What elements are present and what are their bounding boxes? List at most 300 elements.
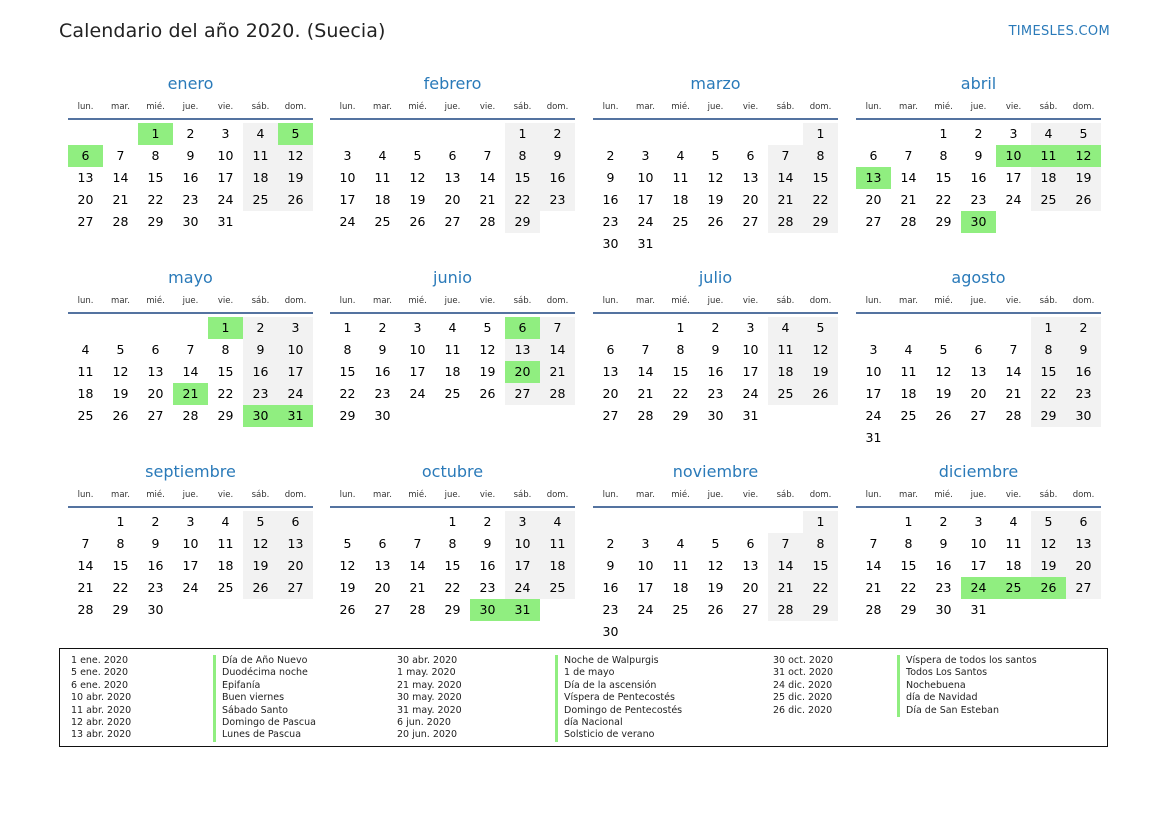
- weekday-label: jue.: [970, 490, 987, 500]
- day-cell: 30: [602, 624, 619, 639]
- day-cell: 23: [182, 192, 199, 207]
- day-cell: 27: [147, 408, 164, 423]
- month-abril: [856, 73, 1101, 233]
- day-cell: 15: [803, 167, 838, 189]
- day-blank: [733, 511, 768, 533]
- day-cell: 31: [970, 602, 987, 617]
- weekday-label: lun.: [602, 102, 619, 112]
- day-cell: 14: [112, 170, 129, 185]
- day-cell: 25: [217, 580, 234, 595]
- weekday-label: vie.: [742, 102, 759, 112]
- day-cell: 5: [939, 342, 948, 357]
- day-cell: 19: [479, 364, 496, 379]
- holiday-date: 13 abr. 2020: [71, 729, 132, 741]
- weekday-header: [593, 294, 838, 314]
- day-cell: 15: [339, 364, 356, 379]
- day-blank: [435, 123, 470, 145]
- day-cell: 24: [742, 386, 759, 401]
- weekday-label: lun.: [602, 296, 619, 306]
- day-cell: 15: [672, 364, 689, 379]
- day-cell: 15: [444, 558, 461, 573]
- holiday-date: 30 oct. 2020: [773, 655, 834, 666]
- holiday-date: 6 jun. 2020: [397, 717, 451, 728]
- day-cell: 12: [339, 558, 356, 573]
- holiday-date: 5 ene. 2020: [71, 667, 128, 679]
- day-cell: 23: [479, 580, 496, 595]
- day-cell: 27: [278, 577, 313, 599]
- day-cell: 20: [742, 580, 759, 595]
- day-cell: 17: [637, 192, 654, 207]
- day-cell: 9: [711, 342, 720, 357]
- day-cell: 10: [182, 536, 199, 551]
- day-cell: 16: [374, 364, 391, 379]
- weekday-label: mar.: [373, 296, 392, 306]
- month-julio: [593, 267, 838, 427]
- day-cell: 26: [707, 602, 724, 617]
- day-cell: 20: [742, 192, 759, 207]
- day-cell: 2: [483, 514, 492, 529]
- day-cell: 22: [935, 192, 952, 207]
- day-cell: 3: [278, 317, 313, 339]
- day-cell: 21: [479, 192, 496, 207]
- day-cell: 27: [374, 602, 391, 617]
- weekday-label: sáb.: [1039, 102, 1058, 112]
- day-cell: 2: [151, 514, 160, 529]
- day-cell: 19: [409, 192, 426, 207]
- day-cell: 8: [803, 145, 838, 167]
- day-cell: 16: [540, 167, 575, 189]
- day-cell: 12: [707, 558, 724, 573]
- day-cell: 20: [374, 580, 391, 595]
- day-cell: 11: [1005, 536, 1022, 551]
- weekday-label: mié.: [408, 296, 427, 306]
- day-blank: [856, 511, 891, 533]
- day-cell: 11: [374, 170, 391, 185]
- day-cell: 22: [217, 386, 234, 401]
- day-cell: 4: [904, 342, 913, 357]
- day-cell: 7: [116, 148, 125, 163]
- weekday-label: mar.: [899, 102, 918, 112]
- weekday-label: mar.: [373, 102, 392, 112]
- day-cell: 8: [151, 148, 160, 163]
- day-cell: 27: [505, 383, 540, 405]
- day-cell: 2: [606, 148, 615, 163]
- weekday-label: jue.: [970, 102, 987, 112]
- weekday-label: dom.: [809, 490, 832, 500]
- day-blank: [628, 123, 663, 145]
- day-cell: 14: [768, 167, 803, 189]
- day-cell: 7: [1009, 342, 1018, 357]
- day-cell: 28: [409, 602, 426, 617]
- day-cell: 29: [1031, 405, 1066, 427]
- day-cell: 14: [479, 170, 496, 185]
- day-cell: 5: [1066, 123, 1101, 145]
- weekday-label: dom.: [809, 296, 832, 306]
- day-blank: [470, 123, 505, 145]
- day-blank: [733, 123, 768, 145]
- day-cell: 19: [1066, 167, 1101, 189]
- weekday-label: vie.: [217, 490, 234, 500]
- day-cell: 28: [768, 211, 803, 233]
- day-cell: 17: [217, 170, 234, 185]
- weekday-header: [593, 100, 838, 120]
- day-blank: [628, 511, 663, 533]
- holiday-date: 12 abr. 2020: [71, 717, 132, 728]
- day-cell-holiday: 30: [470, 599, 505, 621]
- day-cell: 3: [505, 511, 540, 533]
- day-cell: 28: [1005, 408, 1022, 423]
- day-cell: 31: [742, 408, 759, 423]
- day-cell: 12: [243, 533, 278, 555]
- day-cell: 31: [217, 214, 234, 229]
- day-cell: 4: [676, 148, 685, 163]
- day-cell: 14: [409, 558, 426, 573]
- day-cell: 4: [1031, 123, 1066, 145]
- day-cell: 5: [243, 511, 278, 533]
- month-octubre: [330, 461, 575, 621]
- weekday-label: mar.: [899, 296, 918, 306]
- weekday-label: lun.: [77, 296, 94, 306]
- day-cell: 20: [77, 192, 94, 207]
- day-cell: 12: [278, 145, 313, 167]
- day-cell: 18: [768, 361, 803, 383]
- day-cell: 9: [974, 148, 983, 163]
- month-septiembre: [68, 461, 313, 621]
- day-cell-holiday: 31: [505, 599, 540, 621]
- day-cell: 11: [900, 364, 917, 379]
- day-cell: 20: [970, 386, 987, 401]
- day-cell: 2: [606, 536, 615, 551]
- day-cell: 17: [182, 558, 199, 573]
- day-cell: 1: [448, 514, 457, 529]
- day-cell: 21: [1005, 386, 1022, 401]
- day-cell: 28: [540, 383, 575, 405]
- holiday-name: Víspera de todos los santos: [897, 655, 1037, 667]
- day-cell: 28: [768, 599, 803, 621]
- day-cell: 27: [865, 214, 882, 229]
- day-cell: 15: [217, 364, 234, 379]
- day-cell: 21: [112, 192, 129, 207]
- weekday-label: mar.: [899, 490, 918, 500]
- weekday-label: sáb.: [776, 102, 795, 112]
- day-blank: [996, 317, 1031, 339]
- holiday-date: 6 ene. 2020: [71, 679, 128, 691]
- day-cell: 7: [413, 536, 422, 551]
- weekday-label: mar.: [373, 490, 392, 500]
- day-cell: 19: [707, 192, 724, 207]
- day-cell: 1: [1031, 317, 1066, 339]
- day-cell: 5: [413, 148, 422, 163]
- day-blank: [68, 317, 103, 339]
- holiday-list: [59, 648, 1108, 747]
- weekday-label: mar.: [111, 102, 130, 112]
- day-blank: [365, 511, 400, 533]
- day-cell: 25: [243, 189, 278, 211]
- holiday-name: 1 de mayo: [555, 667, 614, 679]
- day-grid: [593, 511, 838, 643]
- holiday-date: 21 may. 2020: [397, 679, 462, 691]
- day-cell: 8: [1031, 339, 1066, 361]
- day-cell: 4: [221, 514, 230, 529]
- month-name: septiembre: [145, 462, 236, 481]
- day-cell: 7: [869, 536, 878, 551]
- weekday-label: vie.: [479, 296, 496, 306]
- day-cell: 5: [1031, 511, 1066, 533]
- weekday-label: dom.: [1072, 102, 1095, 112]
- day-cell: 12: [803, 339, 838, 361]
- day-cell: 10: [637, 558, 654, 573]
- weekday-label: mar.: [636, 296, 655, 306]
- day-cell: 24: [278, 383, 313, 405]
- day-cell: 9: [606, 558, 615, 573]
- day-cell: 9: [939, 536, 948, 551]
- day-cell: 25: [444, 386, 461, 401]
- holiday-date: 30 abr. 2020: [397, 655, 458, 666]
- weekday-label: sáb.: [776, 490, 795, 500]
- day-cell: 30: [1066, 405, 1101, 427]
- day-cell: 5: [483, 320, 492, 335]
- day-cell: 29: [672, 408, 689, 423]
- day-cell: 16: [243, 361, 278, 383]
- weekday-header: [330, 488, 575, 508]
- day-cell: 3: [641, 536, 650, 551]
- day-blank: [330, 123, 365, 145]
- day-cell: 6: [869, 148, 878, 163]
- holiday-name: día Nacional: [555, 717, 623, 729]
- weekday-label: mié.: [671, 296, 690, 306]
- day-cell: 10: [637, 170, 654, 185]
- day-cell-holiday: 1: [138, 123, 173, 145]
- day-cell: 3: [186, 514, 195, 529]
- day-cell: 13: [505, 339, 540, 361]
- day-cell: 24: [1005, 192, 1022, 207]
- day-cell: 22: [112, 580, 129, 595]
- day-cell: 29: [112, 602, 129, 617]
- day-cell: 15: [900, 558, 917, 573]
- month-name: mayo: [168, 268, 213, 287]
- brand-link[interactable]: TIMESLES.COM: [1008, 24, 1110, 39]
- day-cell: 17: [1005, 170, 1022, 185]
- day-cell: 5: [343, 536, 352, 551]
- month-mayo: [68, 267, 313, 427]
- day-cell: 17: [742, 364, 759, 379]
- weekday-label: jue.: [444, 490, 461, 500]
- day-cell: 3: [869, 342, 878, 357]
- day-cell: 18: [672, 580, 689, 595]
- day-cell: 23: [540, 189, 575, 211]
- weekday-label: sáb.: [1039, 490, 1058, 500]
- day-cell: 27: [742, 214, 759, 229]
- weekday-label: mié.: [146, 296, 165, 306]
- day-cell: 9: [1066, 339, 1101, 361]
- day-cell: 7: [540, 317, 575, 339]
- day-cell: 29: [900, 602, 917, 617]
- weekday-label: jue.: [707, 490, 724, 500]
- day-cell: 31: [637, 236, 654, 251]
- day-cell-holiday: 20: [505, 361, 540, 383]
- day-cell: 11: [243, 145, 278, 167]
- day-cell: 29: [935, 214, 952, 229]
- weekday-label: jue.: [182, 296, 199, 306]
- weekday-label: mié.: [146, 102, 165, 112]
- day-blank: [103, 123, 138, 145]
- day-cell: 18: [672, 192, 689, 207]
- day-cell: 3: [343, 148, 352, 163]
- day-cell: 28: [479, 214, 496, 229]
- day-cell: 7: [641, 342, 650, 357]
- day-blank: [68, 511, 103, 533]
- day-cell: 6: [378, 536, 387, 551]
- day-cell: 3: [1009, 126, 1018, 141]
- day-cell: 26: [935, 408, 952, 423]
- holiday-name: Víspera de Pentecostés: [555, 692, 675, 704]
- weekday-label: jue.: [707, 296, 724, 306]
- day-cell: 23: [243, 383, 278, 405]
- day-cell: 26: [243, 577, 278, 599]
- day-blank: [103, 317, 138, 339]
- holiday-name: Nochebuena: [897, 680, 966, 692]
- day-cell: 17: [637, 580, 654, 595]
- weekday-label: vie.: [1005, 102, 1022, 112]
- weekday-header: [856, 100, 1101, 120]
- day-cell: 12: [409, 170, 426, 185]
- day-grid: [330, 123, 575, 233]
- holiday-name: Día de San Esteban: [897, 705, 999, 717]
- day-cell: 16: [182, 170, 199, 185]
- weekday-label: dom.: [284, 102, 307, 112]
- holiday-name: Duodécima noche: [213, 667, 308, 679]
- day-cell: 23: [602, 214, 619, 229]
- day-cell: 9: [378, 342, 387, 357]
- weekday-label: mié.: [934, 296, 953, 306]
- day-grid: [68, 511, 313, 621]
- day-cell: 2: [974, 126, 983, 141]
- day-cell: 13: [374, 558, 391, 573]
- month-agosto: [856, 267, 1101, 449]
- day-cell: 7: [81, 536, 90, 551]
- month-name: julio: [698, 268, 733, 287]
- day-cell: 16: [707, 364, 724, 379]
- page-title: Calendario del año 2020. (Suecia): [59, 20, 386, 42]
- day-cell: 7: [483, 148, 492, 163]
- day-cell: 15: [112, 558, 129, 573]
- day-cell: 23: [970, 192, 987, 207]
- weekday-label: lun.: [865, 490, 882, 500]
- day-cell: 12: [479, 342, 496, 357]
- day-cell: 25: [540, 577, 575, 599]
- day-cell: 27: [1066, 577, 1101, 599]
- weekday-label: jue.: [970, 296, 987, 306]
- day-cell: 24: [339, 214, 356, 229]
- weekday-label: vie.: [1005, 490, 1022, 500]
- day-cell: 22: [672, 386, 689, 401]
- day-cell: 22: [900, 580, 917, 595]
- day-cell: 9: [243, 339, 278, 361]
- day-cell-holiday: 21: [173, 383, 208, 405]
- month-febrero: [330, 73, 575, 233]
- weekday-label: dom.: [546, 490, 569, 500]
- day-grid: [68, 123, 313, 233]
- day-cell: 2: [378, 320, 387, 335]
- weekday-header: [68, 294, 313, 314]
- day-cell: 8: [343, 342, 352, 357]
- day-cell: 6: [278, 511, 313, 533]
- weekday-label: mié.: [408, 490, 427, 500]
- day-blank: [698, 511, 733, 533]
- day-cell: 22: [444, 580, 461, 595]
- day-cell: 1: [676, 320, 685, 335]
- day-cell: 11: [540, 533, 575, 555]
- day-cell-holiday: 5: [278, 123, 313, 145]
- day-blank: [400, 511, 435, 533]
- day-blank: [856, 123, 891, 145]
- holiday-name: Solsticio de verano: [555, 729, 654, 741]
- day-cell: 9: [483, 536, 492, 551]
- day-cell: 15: [803, 555, 838, 577]
- holiday-date: 25 dic. 2020: [773, 692, 833, 704]
- month-name: octubre: [421, 462, 484, 481]
- day-cell: 25: [672, 602, 689, 617]
- day-cell-holiday: 12: [1066, 145, 1101, 167]
- day-cell: 29: [803, 599, 838, 621]
- day-cell: 1: [505, 123, 540, 145]
- day-cell-holiday: 26: [1031, 577, 1066, 599]
- holiday-date: 10 abr. 2020: [71, 692, 132, 704]
- day-cell: 29: [339, 408, 356, 423]
- weekday-label: vie.: [217, 296, 234, 306]
- day-cell: 3: [746, 320, 755, 335]
- day-cell: 5: [116, 342, 125, 357]
- weekday-header: [68, 488, 313, 508]
- weekday-label: vie.: [742, 296, 759, 306]
- day-cell: 21: [637, 386, 654, 401]
- day-cell: 25: [1031, 189, 1066, 211]
- day-cell: 24: [182, 580, 199, 595]
- day-cell: 2: [540, 123, 575, 145]
- day-cell: 17: [865, 386, 882, 401]
- weekday-label: mar.: [636, 102, 655, 112]
- day-blank: [593, 317, 628, 339]
- day-blank: [663, 123, 698, 145]
- day-cell: 2: [186, 126, 195, 141]
- day-cell: 11: [768, 339, 803, 361]
- day-cell-holiday: 1: [208, 317, 243, 339]
- day-cell-holiday: 11: [1031, 145, 1066, 167]
- day-cell: 14: [77, 558, 94, 573]
- day-cell: 18: [243, 167, 278, 189]
- day-cell: 4: [448, 320, 457, 335]
- day-cell: 13: [444, 170, 461, 185]
- weekday-label: jue.: [444, 102, 461, 112]
- day-cell: 26: [112, 408, 129, 423]
- day-cell: 15: [147, 170, 164, 185]
- weekday-label: mié.: [934, 490, 953, 500]
- day-cell: 16: [1066, 361, 1101, 383]
- weekday-label: sáb.: [251, 102, 270, 112]
- day-cell-holiday: 24: [961, 577, 996, 599]
- day-cell: 1: [116, 514, 125, 529]
- day-cell: 7: [904, 148, 913, 163]
- day-cell: 18: [900, 386, 917, 401]
- holiday-date: 31 may. 2020: [397, 704, 462, 716]
- day-cell-holiday: 30: [961, 211, 996, 233]
- day-cell: 26: [278, 189, 313, 211]
- day-cell: 30: [147, 602, 164, 617]
- holiday-date: 1 ene. 2020: [71, 655, 128, 666]
- weekday-label: vie.: [479, 490, 496, 500]
- day-cell: 21: [865, 580, 882, 595]
- day-cell: 4: [243, 123, 278, 145]
